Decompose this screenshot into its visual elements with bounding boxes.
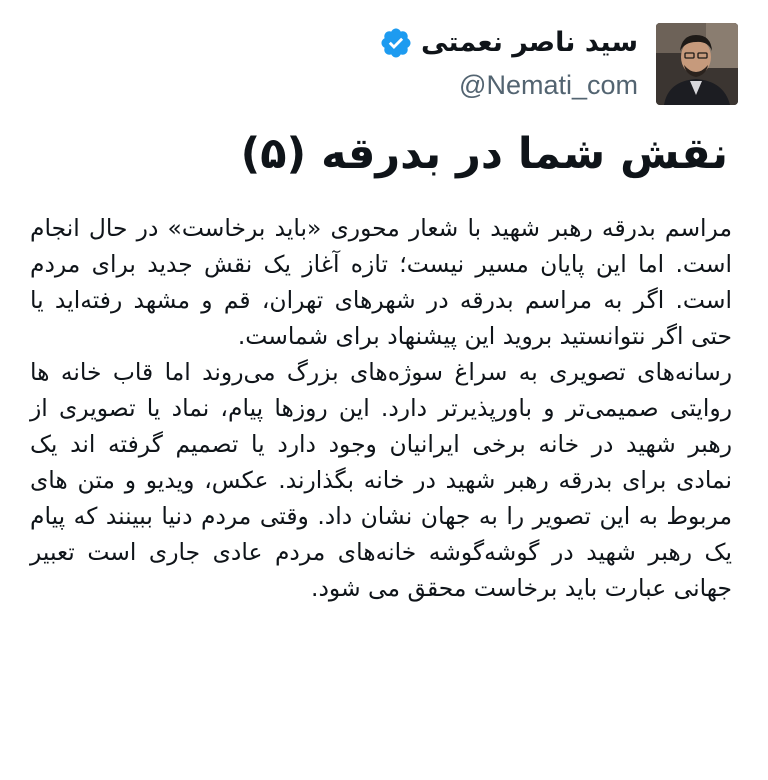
- post-body: [30, 210, 732, 606]
- author-display-name[interactable]: سید ناصر نعمتی: [421, 27, 638, 58]
- post-paragraph: رسانه‌های تصویری به سراغ سوژه‌های بزرگ می‌روند اما قاب خانه ها روایتی صمیمی‌تر و باورپذیرتر دارد. این روزها پیام، نماد یا تصویری از رهبر شهید در خانه برخی ایرانیان وجود دارد یا تصمیم گرفته اند یک نمادی برای بدرقه رهبر شهید در خانه بگذارند. عکس، ویدیو و متن های مربوط به این تصویر را به جهان نشان داد. وقتی مردم دنیا ببینند که پیام یک رهبر شهید در گوشه‌گوشه خانه‌های مردم عادی جاری است تعبیر جهانی عبارت باید برخاست محقق می شود.: [30, 358, 732, 602]
- name-row: [379, 23, 638, 63]
- author-handle[interactable]: @Nemati_com: [459, 70, 638, 100]
- profile-photo-icon: [656, 23, 738, 105]
- tweet-header: [30, 20, 738, 108]
- avatar[interactable]: [656, 23, 738, 105]
- user-block: [379, 23, 638, 105]
- post-paragraph: مراسم بدرقه رهبر شهید با شعار محوری «باید برخاست» در حال انجام است. اما این پایان مسیر نیست؛ تازه آغاز یک نقش جدید برای مردم است. اگر به مراسم بدرقه در شهرهای تهران، قم و مشهد رفته‌اید یا حتی اگر نتوانستید بروید این پیشنهاد برای شماست.: [30, 214, 732, 350]
- post-title: نقش شما در بدرقه (۵): [240, 129, 728, 179]
- verified-badge-icon: [379, 26, 413, 60]
